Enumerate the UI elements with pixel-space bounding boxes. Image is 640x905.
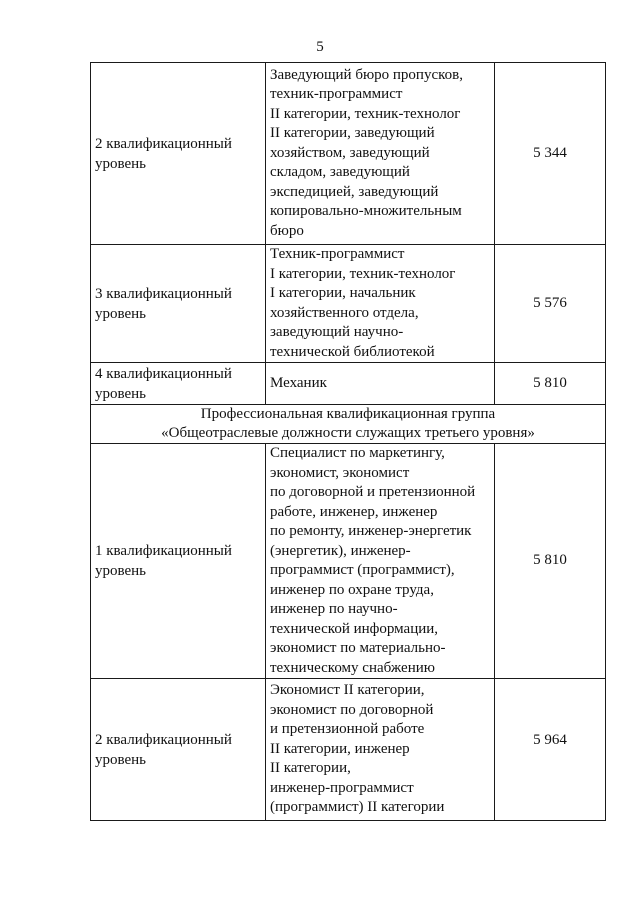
level-text: 3 квалификационный [95, 285, 232, 302]
position-text: технической информации, [270, 620, 439, 637]
position-text: по договорной и претензионной [270, 484, 476, 500]
position-text: экономист, экономист [270, 464, 410, 481]
position-text: технической библиотекой [270, 343, 435, 360]
positions-cell [266, 63, 495, 245]
position-text: хозяйственного отдела, [270, 304, 419, 321]
positions-cell [266, 363, 495, 405]
level-text: уровень [95, 305, 147, 322]
salary-cell: 5 964 [495, 679, 606, 821]
position-text: II категории, [270, 760, 351, 777]
position-text: заведующий научно- [270, 324, 404, 340]
qualification-group-title [91, 405, 606, 444]
salary-cell: 5 810 [495, 444, 606, 679]
salary-table [90, 62, 606, 821]
qualification-level-cell [91, 679, 266, 821]
position-text: Механик [270, 374, 327, 391]
position-text: техническому снабжению [270, 659, 435, 676]
positions-cell [266, 444, 495, 679]
position-text: экспедицией, заведующий [270, 183, 439, 200]
position-text: и претензионной работе [270, 721, 425, 738]
table-row [91, 363, 606, 405]
position-text: программист (программист), [270, 562, 455, 578]
position-text: (программист) II категории [270, 799, 445, 816]
position-text: Техник-программист [270, 246, 405, 262]
position-text: II категории, техник-технолог [270, 105, 461, 122]
position-text: техник-программист [270, 86, 403, 103]
level-text: уровень [95, 751, 147, 768]
position-text: Экономист II категории, [270, 682, 425, 699]
qualification-level-cell [91, 63, 266, 245]
level-text: 2 квалификационный [95, 135, 232, 152]
level-text: 2 квалификационный [95, 731, 232, 748]
position-text: хозяйством, заведующий [270, 144, 430, 161]
positions-cell [266, 245, 495, 363]
position-text: I категории, начальник [270, 285, 416, 301]
position-text: по ремонту, инженер-энергетик [270, 523, 472, 539]
position-text: бюро [270, 222, 304, 239]
position-text: складом, заведующий [270, 164, 410, 181]
position-text: II категории, инженер [270, 740, 410, 757]
table-row [91, 679, 606, 821]
table-row [91, 63, 606, 245]
page-number: 5 [316, 39, 324, 55]
position-text: экономист по материально- [270, 640, 446, 656]
salary-cell: 5 344 [495, 63, 606, 245]
position-text: инженер по научно- [270, 601, 398, 617]
position-text: работе, инженер, инженер [270, 503, 438, 520]
level-text: уровень [95, 385, 147, 402]
qualification-level-cell [91, 363, 266, 405]
position-text: (энергетик), инженер- [270, 542, 411, 559]
qualification-level-cell [91, 245, 266, 363]
position-text: экономист по договорной [270, 701, 434, 718]
position-text: II категории, заведующий [270, 125, 435, 142]
level-text: 1 квалификационный [95, 543, 232, 559]
salary-cell: 5 810 [495, 363, 606, 405]
group-title-line: «Общеотраслевые должности служащих третьего уровня» [161, 425, 535, 441]
level-text: 4 квалификационный [95, 365, 232, 382]
salary-cell: 5 576 [495, 245, 606, 363]
table-row [91, 245, 606, 363]
position-text: инженер-программист [270, 779, 414, 796]
level-text: уровень [95, 563, 147, 579]
level-text: уровень [95, 155, 147, 172]
group-title-line: Профессиональная квалификационная группа [200, 406, 496, 422]
position-text: копировально-множительным [270, 203, 462, 220]
table-row [91, 444, 606, 679]
position-text: I категории, техник-технолог [270, 265, 456, 282]
position-text: Заведующий бюро пропусков, [270, 66, 463, 83]
positions-cell [266, 679, 495, 821]
position-text: инженер по охране труда, [270, 581, 434, 598]
group-header-row [91, 405, 606, 444]
qualification-level-cell [91, 444, 266, 679]
position-text: Специалист по маркетингу, [270, 445, 445, 461]
